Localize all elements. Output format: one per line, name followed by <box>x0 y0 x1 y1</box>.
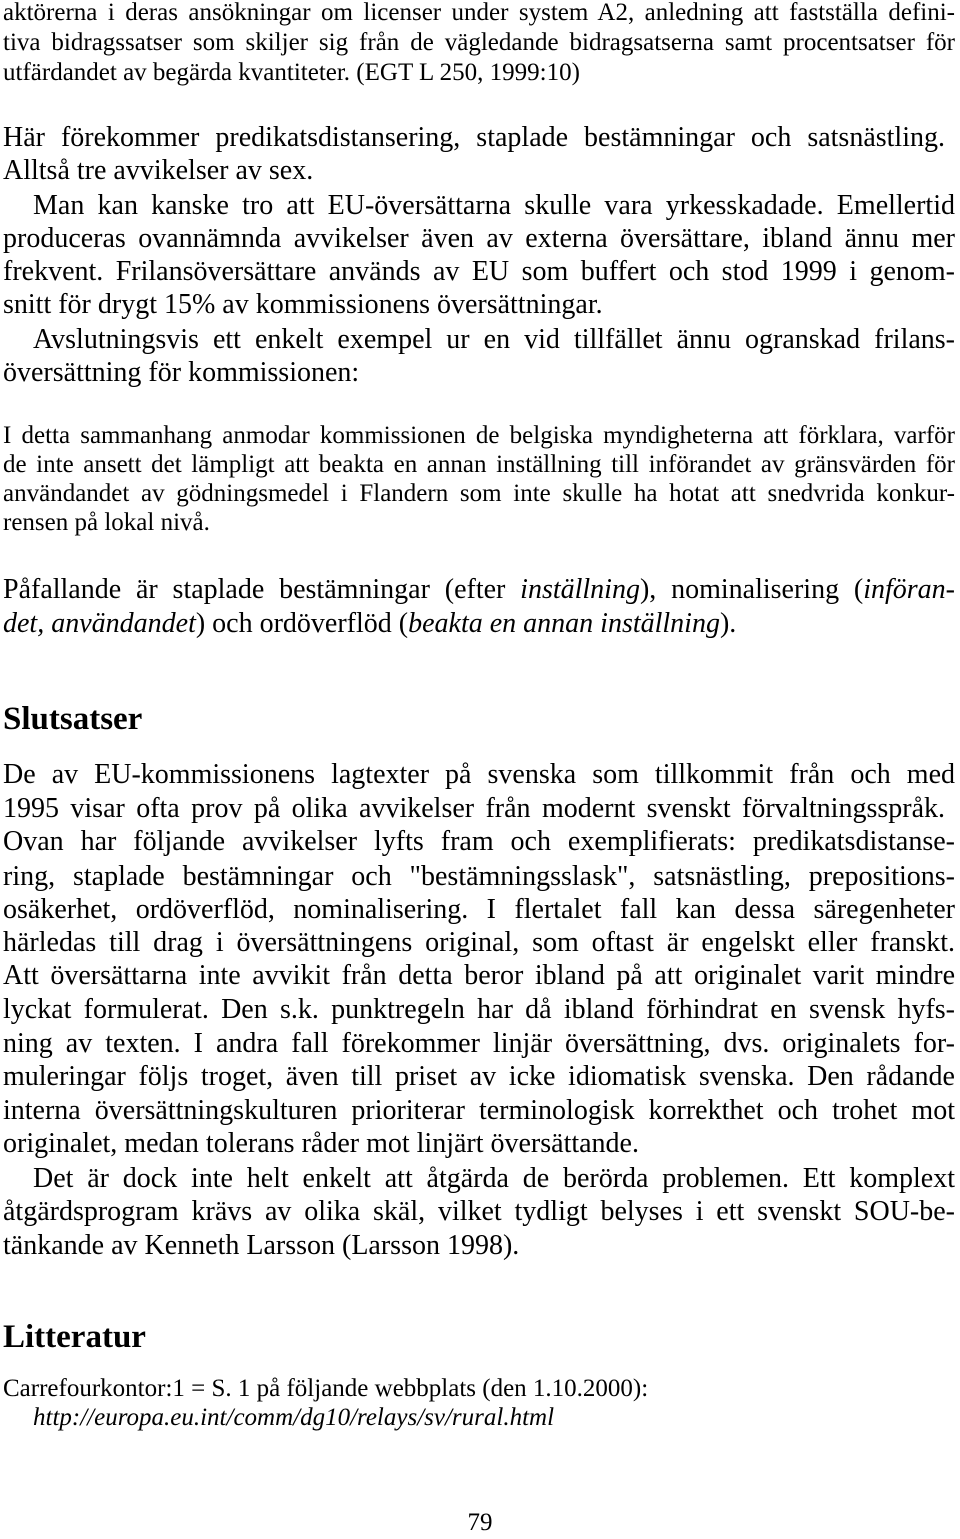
conclusion-line: interna översättningskulturen prioriterar terminologisk korrekthet och trohet mot <box>3 1095 955 1126</box>
conclusion-line: De av EU-kommissionens lagtexter på svenska som tillkommit från och med <box>3 759 955 790</box>
reference-entry: Carrefourkontor:1 = S. 1 på följande webbplats (den 1.10.2000): <box>3 1375 649 1402</box>
conclusion-line: ning av texten. I andra fall förekommer linjär översättning, dvs. originalets for- <box>3 1028 955 1059</box>
paragraph-line: Avslutningsvis ett enkelt exempel ur en vid tillfället ännu ogranskad frilans- <box>33 324 955 355</box>
remark-text: ) och ordöverflöd ( <box>195 608 409 639</box>
paragraph-line: snitt för drygt 15% av kommissionens översättningar. <box>3 289 603 320</box>
section-heading-conclusions: Slutsatser <box>3 701 143 737</box>
remark-line <box>3 607 955 641</box>
conclusion-line: lyckat formulerat. Den s.k. punktregeln har då ibland förhindrat en svensk hyfs- <box>3 994 955 1025</box>
page-number: 79 <box>467 1509 493 1536</box>
conclusion-line: muleringar följs troget, även till priset av icke idiomatisk svenska. Den rådande <box>3 1061 955 1092</box>
quote-line: rensen på lokal nivå. <box>3 509 210 536</box>
conclusion-line: originalet, medan tolerans råder mot linjärt översättande. <box>3 1128 639 1159</box>
paragraph-line: Man kan kanske tro att EU-översättarna skulle vara yrkesskadade. Emellertid <box>33 190 955 221</box>
conclusion-line: 1995 visar ofta prov på olika avvikelser från modernt svenskt förvaltningsspråk. <box>3 793 945 824</box>
remark-text: ). <box>719 608 737 639</box>
conclusion-line: Ovan har följande avvikelser lyfts fram och exemplifierats: predikatsdistanse- <box>3 826 955 857</box>
reference-url: http://europa.eu.int/comm/dg10/relays/sv/rural.html <box>33 1404 555 1431</box>
quote-line: användandet av gödningsmedel i Flandern som inte skulle ha hotat att snedvrida konkur- <box>3 480 955 507</box>
intro-line: aktörerna i deras ansökningar om licenser under system A2, anledning att fastställa defini- <box>3 0 955 26</box>
conclusion-line: åtgärdsprogram krävs av olika skäl, vilket tydligt belyses i ett svenskt SOU-be- <box>3 1196 955 1227</box>
paragraph-line: produceras ovannämnda avvikelser även av externa översättare, ibland ännu mer <box>3 223 955 254</box>
paragraph-line: Här förekommer predikatsdistansering, staplade bestämningar och satsnästling. <box>3 122 945 153</box>
conclusion-line: härledas till drag i översättningens original, som oftast är engelskt eller franskt. <box>3 927 955 958</box>
conclusion-line: osäkerhet, ordöverflöd, nominalisering. I flertalet fall kan dessa säregenheter <box>3 894 955 925</box>
paragraph-line: frekvent. Frilansöversättare används av EU som buffert och stod 1999 i genom- <box>3 256 955 287</box>
remark-line <box>3 573 955 607</box>
remark-italic-text: inställning <box>520 574 640 605</box>
quote-line: I detta sammanhang anmodar kommissionen de belgiska myndigheterna att förklara, varför <box>3 422 955 449</box>
intro-line: tiva bidragssatser som skiljer sig från de vägledande bidragsatserna samt procentsatser för <box>3 29 955 56</box>
remark-italic-text: införan- <box>863 574 955 605</box>
conclusion-line: Det är dock inte helt enkelt att åtgärda de berörda problemen. Ett komplext <box>33 1163 955 1194</box>
quote-line: de inte ansett det lämpligt att beakta en annan inställning till införandet av gränsvärden för <box>3 451 955 478</box>
remark-text: Påfallande är staplade bestämningar (efter <box>3 574 521 605</box>
section-heading-references: Litteratur <box>3 1319 146 1355</box>
conclusion-line: ring, staplade bestämningar och "bestämningsslask", satsnästling, prepositions- <box>3 861 955 892</box>
conclusion-line: tänkande av Kenneth Larsson (Larsson 1998). <box>3 1230 520 1261</box>
paragraph-line: Alltså tre avvikelser av sex. <box>3 155 314 186</box>
conclusion-line: Att översättarna inte avvikit från detta beror ibland på att originalet varit mindre <box>3 960 955 991</box>
remark-text: ), nominalisering ( <box>639 574 864 605</box>
remark-italic-text: beakta en annan inställning <box>408 608 720 639</box>
remark-italic-text: det, användandet <box>3 608 196 639</box>
paragraph-line: översättning för kommissionen: <box>3 357 360 388</box>
intro-line: utfärdandet av begärda kvantiteter. (EGT L 250, 1999:10) <box>3 59 580 86</box>
